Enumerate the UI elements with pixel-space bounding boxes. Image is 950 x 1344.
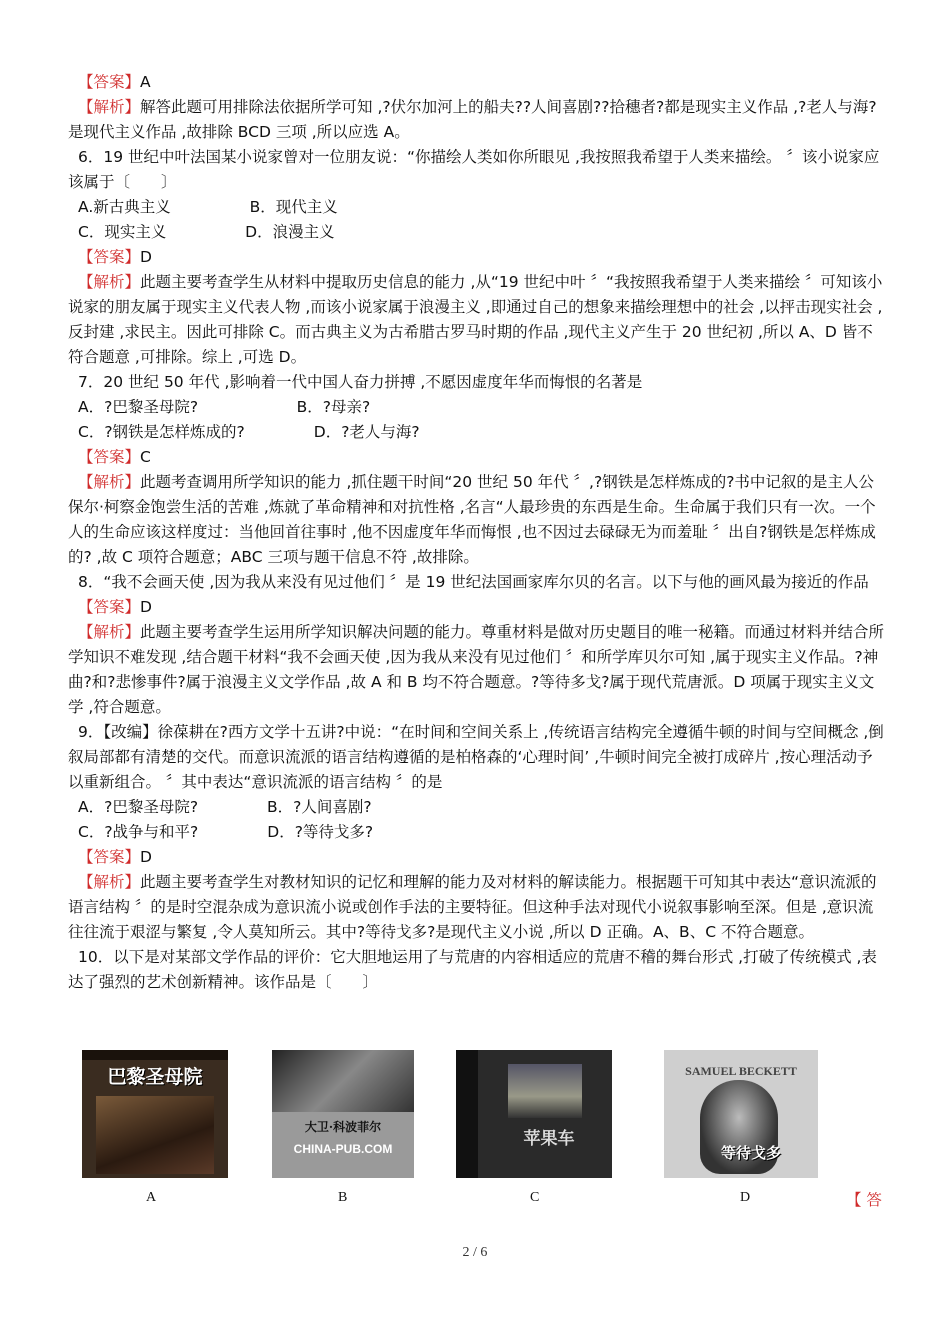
- analysis-paragraph: [68, 95, 888, 145]
- block-text: 此题考查调用所学知识的能力 ,抓住题干时间“20 世纪 50 年代 〞,?钢铁是怎样炼成的?书中记叙的是主人公保尔·柯察金饱尝生活的苦难 ,炼就了革命精神和对抗性格 ,名言“人最珍贵的东西是生命。生命属于我们只有一次。一个人的生命应该这样度过：当他回首往事时 ,他不因虚度年华而悔恨 ,也不因过去碌碌无为而羞耻 〞出自?钢铁是怎样炼成的? ,故 C 项符合题意；ABC 三项与题干信息不符 ,故排除。: [68, 473, 876, 566]
- block-text: D: [140, 248, 152, 266]
- analysis-tag: 【解析】: [78, 98, 141, 116]
- question-paragraph: 9．【改编】徐葆耕在?西方文学十五讲?中说：“在时间和空间关系上 ,传统语言结构完全遵循牛顿的时间与空间概念 ,倒叙局部都有清楚的交代。而意识流派的语言结构遵循的是柏格森的‘心理时间’ ,牛顿时间完全被打成碎片 ,按心理活动予以重新组合。 〞其中表达“意识流派的语言结构 〞的是: [68, 723, 884, 791]
- analysis-paragraph: [68, 870, 888, 945]
- answer-line: [68, 845, 888, 870]
- option-row: C．?战争与和平? D．?等待戈多?: [78, 823, 374, 841]
- analysis-tag: 【解析】: [78, 273, 141, 291]
- analysis-paragraph: [68, 470, 888, 570]
- book-cover-a: [82, 1050, 228, 1178]
- question-paragraph: 7．20 世纪 50 年代 ,影响着一代中国人奋力拼搏 ,不愿因虚度年华而悔恨的名著是: [78, 373, 643, 391]
- book-cover-a-title: 巴黎圣母院: [107, 1066, 203, 1088]
- book-label-a: A: [146, 1190, 157, 1205]
- block-text: 此题主要考查学生从材料中提取历史信息的能力 ,从“19 世纪中叶 〞“我按照我希望于人类来描绘 〞可知该小说家的朋友属于现实主义代表人物 ,而该小说家属于浪漫主义 ,即通过自己的想象来描绘理想中的社会 ,以抨击现实社会 ,反封建 ,求民主。因此可排除 C。而古典主义为古希腊古罗马时期的作品 ,现代主义产生于 20 世纪初 ,所以 A、D 皆不符合题意 ,可排除。综上 ,可选 D。: [68, 273, 883, 366]
- book-options: [0, 1050, 950, 1230]
- book-cover-b-title: 大卫·科波菲尔: [304, 1120, 382, 1134]
- analysis-tag: 【解析】: [78, 873, 141, 891]
- answer-tag: 【答案】: [78, 448, 141, 466]
- answer-line: [68, 445, 888, 470]
- book-cover-c-title: 苹果车: [523, 1129, 575, 1149]
- book-cover-b-watermark: CHINA-PUB.COM: [293, 1142, 393, 1156]
- option-row: A．?巴黎圣母院? B．?母亲?: [78, 398, 371, 416]
- answer-tag: 【答案】: [78, 248, 141, 266]
- answer-line: [68, 595, 888, 620]
- answer-tag: 【答案】: [78, 73, 141, 91]
- answer-tag: 【答案】: [78, 848, 141, 866]
- document-body: [68, 70, 888, 995]
- book-label-b: B: [338, 1190, 348, 1205]
- block-text: C: [140, 448, 151, 466]
- book-cover-c: [456, 1050, 612, 1178]
- book-cover-b: [272, 1050, 414, 1178]
- book-cover-d: [664, 1050, 818, 1178]
- question-paragraph: 8．“我不会画天使 ,因为我从来没有见过他们 〞是 19 世纪法国画家库尔贝的名言。以下与他的画风最为接近的作品: [78, 573, 869, 591]
- analysis-tag: 【解析】: [78, 623, 141, 641]
- option-row: C．现实主义 D．浪漫主义: [78, 223, 335, 241]
- block-text: 此题主要考查学生对教材知识的记忆和理解的能力及对材料的解读能力。根据题干可知其中表达“意识流派的语言结构 〞的是时空混杂成为意识流小说或创作手法的主要特征。但这种手法对现代小说叙事影响至深。但是 ,意识流往往流于艰涩与繁复 ,令人莫知所云。其中?等待戈多?是现代主义小说 ,所以 D 正确。A、B、C 不符合题意。: [68, 873, 877, 941]
- book-label-d: D: [740, 1190, 751, 1205]
- block-text: 此题主要考查学生运用所学知识解决问题的能力。尊重材料是做对历史题目的唯一秘籍。而通过材料并结合所学知识不难发现 ,结合题干材料“我不会画天使 ,因为我从来没有见过他们 〞和所学库贝尔可知 ,属于现实主义作品。?神曲?和?悲惨事件?属于浪漫主义文学作品 ,故 A 和 B 均不符合题意。?等待多戈?属于现代荒唐派。D 项属于现实主义文学 ,符合题意。: [68, 623, 885, 716]
- page-number: 2 / 6: [462, 1245, 488, 1260]
- analysis-tag: 【解析】: [78, 473, 141, 491]
- option-row: C．?钢铁是怎样炼成的? D．?老人与海?: [78, 423, 420, 441]
- answer-line: [68, 70, 888, 95]
- book-cover-d-author: SAMUEL BECKETT: [685, 1064, 797, 1078]
- question-paragraph: 6．19 世纪中叶法国某小说家曾对一位朋友说：“你描绘人类如你所眼见 ,我按照我希望于人类来描绘。 〞该小说家应该属于〔 〕: [68, 148, 880, 191]
- answer-tag-continued: 【 答: [846, 1191, 882, 1209]
- book-label-c: C: [530, 1190, 540, 1205]
- analysis-paragraph: [68, 270, 888, 370]
- block-text: 解答此题可用排除法依据所学可知 ,?伏尔加河上的船夫??人间喜剧??拾穗者?都是现实主义作品 ,?老人与海?是现代主义作品 ,故排除 BCD 三项 ,所以应选 A。: [68, 98, 877, 141]
- block-text: A: [140, 73, 151, 91]
- analysis-paragraph: [68, 620, 888, 720]
- option-row: A.新古典主义 B．现代主义: [78, 198, 338, 216]
- block-text: D: [140, 598, 152, 616]
- answer-line: [68, 245, 888, 270]
- block-text: D: [140, 848, 152, 866]
- question-paragraph: 10．以下是对某部文学作品的评价：它大胆地运用了与荒唐的内容相适应的荒唐不稽的舞台形式 ,打破了传统模式 ,表达了强烈的艺术创新精神。该作品是〔 〕: [68, 948, 877, 991]
- option-row: A．?巴黎圣母院? B．?人间喜剧?: [78, 798, 372, 816]
- answer-tag: 【答案】: [78, 598, 141, 616]
- book-cover-d-title: 等待戈多: [720, 1144, 781, 1162]
